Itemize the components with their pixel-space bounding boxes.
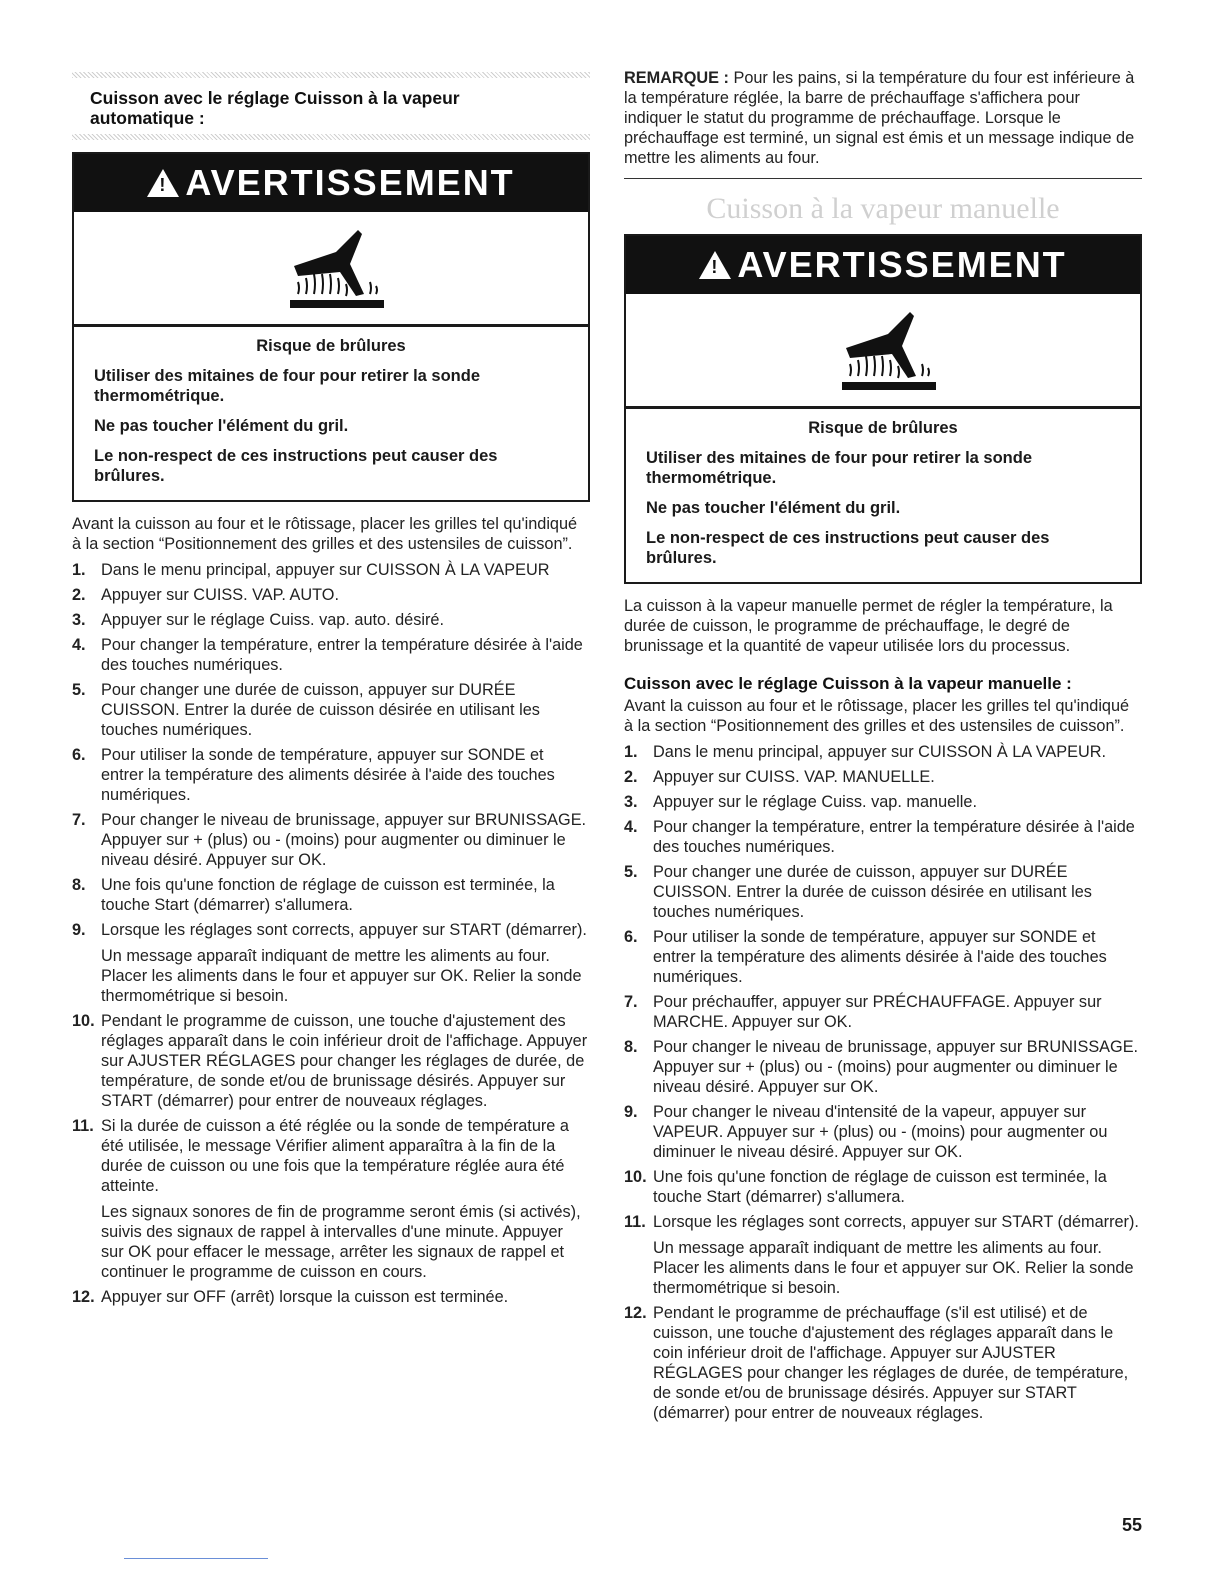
step-number: 12. xyxy=(624,1304,647,1322)
left-warning-risk: Risque de brûlures xyxy=(256,337,406,355)
step-text: Lorsque les réglages sont corrects, appuyer sur START (démarrer). xyxy=(653,1213,1139,1231)
right-section-heading: Cuisson avec le réglage Cuisson à la vapeur manuelle : xyxy=(624,674,1072,693)
step-text: Pour changer le niveau de brunissage, appuyer sur BRUNISSAGE. Appuyer sur + (plus) ou - (moins) pour augmenter ou diminuer le niveau désiré. Appuyer sur OK. xyxy=(101,811,587,869)
step-number: 12. xyxy=(72,1288,95,1306)
step-number: 5. xyxy=(624,863,638,881)
step-item xyxy=(72,635,590,675)
step-item xyxy=(72,1287,590,1307)
page-number: 55 xyxy=(1121,1515,1142,1535)
remark-label: REMARQUE : xyxy=(624,69,729,87)
step-item xyxy=(72,680,590,740)
left-warning-banner xyxy=(74,154,588,212)
step-number: 10. xyxy=(624,1168,647,1186)
right-remark xyxy=(624,68,1142,168)
step-number: 6. xyxy=(624,928,638,946)
right-separator xyxy=(624,178,1142,179)
left-section-heading: Cuisson avec le réglage Cuisson à la vapeur automatique : xyxy=(90,88,460,128)
step-number: 8. xyxy=(624,1038,638,1056)
step-item xyxy=(624,862,1142,922)
step-number: 9. xyxy=(624,1103,638,1121)
right-body xyxy=(624,596,1142,1428)
step-number: 4. xyxy=(72,636,86,654)
step-subtext: Un message apparaît indiquant de mettre les aliments au four. Placer les aliments dans le four et appuyer sur OK. Relier la sonde thermométrique si besoin. xyxy=(653,1239,1134,1297)
left-steps-list xyxy=(72,560,590,1307)
step-item xyxy=(72,585,590,605)
right-warning-line: Le non-respect de ces instructions peut causer des brûlures. xyxy=(646,529,1050,567)
step-item xyxy=(624,1102,1142,1162)
step-item xyxy=(72,610,590,630)
step-text: Pour changer une durée de cuisson, appuyer sur DURÉE CUISSON. Entrer la durée de cuisson désirée en utilisant les touches numériques. xyxy=(101,681,540,739)
manual-section-title: Cuisson à la vapeur manuelle xyxy=(706,192,1060,225)
step-text: Appuyer sur OFF (arrêt) lorsque la cuisson est terminée. xyxy=(101,1288,509,1306)
step-item xyxy=(624,1303,1142,1423)
step-text: Appuyer sur le réglage Cuiss. vap. manuelle. xyxy=(653,793,977,811)
right-warning-text xyxy=(646,418,1120,578)
step-item xyxy=(624,792,1142,812)
step-item xyxy=(72,1116,590,1282)
step-item xyxy=(624,927,1142,987)
left-warning-text xyxy=(94,336,568,496)
step-text: Pour changer une durée de cuisson, appuyer sur DURÉE CUISSON. Entrer la durée de cuisson désirée en utilisant les touches numériques. xyxy=(653,863,1092,921)
step-number: 1. xyxy=(624,743,638,761)
step-text: Pour changer la température, entrer la température désirée à l'aide des touches numériques. xyxy=(653,818,1135,856)
step-item xyxy=(624,1167,1142,1207)
step-number: 6. xyxy=(72,746,86,764)
step-text: Dans le menu principal, appuyer sur CUISSON À LA VAPEUR. xyxy=(653,743,1107,761)
left-warning-line: Utiliser des mitaines de four pour retirer la sonde thermométrique. xyxy=(94,367,481,405)
step-number: 3. xyxy=(624,793,638,811)
step-text: Appuyer sur CUISS. VAP. AUTO. xyxy=(101,586,339,604)
right-warning-line: Utiliser des mitaines de four pour retirer la sonde thermométrique. xyxy=(646,449,1033,487)
step-text: Une fois qu'une fonction de réglage de cuisson est terminée, la touche Start (démarrer) s'allumera. xyxy=(653,1168,1107,1206)
step-text: Pendant le programme de cuisson, une touche d'ajustement des réglages apparaît dans le coin inférieur droit de l'affichage. Appuyer sur AJUSTER RÉGLAGES pour changer les réglages de durée, de température, de sonde et/ou de brunissage désirés. Appuyer sur START (démarrer) pour entrer de nouveaux réglages. xyxy=(101,1012,588,1110)
step-item xyxy=(72,920,590,1006)
left-top-rule xyxy=(72,72,590,78)
hot-surface-hand-icon xyxy=(276,224,386,314)
step-item xyxy=(624,817,1142,857)
footer-line xyxy=(124,1558,268,1559)
right-intro2: Avant la cuisson au four et le rôtissage, placer les grilles tel qu'indiqué à la section “Positionnement des grilles et des ustensiles de cuisson”. xyxy=(624,697,1130,735)
step-item xyxy=(624,742,1142,762)
step-text: Pour changer la température, entrer la température désirée à l'aide des touches numériques. xyxy=(101,636,583,674)
left-body xyxy=(72,514,590,1312)
step-number: 1. xyxy=(72,561,86,579)
left-warning-title: AVERTISSEMENT xyxy=(185,162,515,203)
step-number: 7. xyxy=(72,811,86,829)
step-text: Pour changer le niveau d'intensité de la vapeur, appuyer sur VAPEUR. Appuyer sur + (plus) ou - (moins) pour augmenter ou diminuer le niveau désiré. Appuyer sur OK. xyxy=(653,1103,1108,1161)
step-number: 2. xyxy=(72,586,86,604)
step-number: 9. xyxy=(72,921,86,939)
step-text: Pour préchauffer, appuyer sur PRÉCHAUFFAGE. Appuyer sur MARCHE. Appuyer sur OK. xyxy=(653,993,1102,1031)
step-item xyxy=(624,1212,1142,1298)
left-intro: Avant la cuisson au four et le rôtissage, placer les grilles tel qu'indiqué à la section “Positionnement des grilles et des ustensiles de cuisson”. xyxy=(72,515,578,553)
step-number: 10. xyxy=(72,1012,95,1030)
step-number: 8. xyxy=(72,876,86,894)
step-text: Une fois qu'une fonction de réglage de cuisson est terminée, la touche Start (démarrer) s'allumera. xyxy=(101,876,555,914)
right-warning-icon-area xyxy=(626,294,1140,409)
left-warning-line: Le non-respect de ces instructions peut causer des brûlures. xyxy=(94,447,498,485)
warning-triangle-icon xyxy=(147,169,179,197)
step-text: Pour utiliser la sonde de température, appuyer sur SONDE et entrer la température des aliments désirée à l'aide des touches numériques. xyxy=(653,928,1107,986)
step-text: Pour utiliser la sonde de température, appuyer sur SONDE et entrer la température des aliments désirée à l'aide des touches numériques. xyxy=(101,746,555,804)
left-warning-line: Ne pas toucher l'élément du gril. xyxy=(94,417,349,435)
step-item xyxy=(72,875,590,915)
step-item xyxy=(624,767,1142,787)
right-warning-box xyxy=(624,234,1142,584)
right-intro: La cuisson à la vapeur manuelle permet de régler la température, la durée de cuisson, le programme de préchauffage, le degré de brunissage et la quantité de vapeur utilisée lors du processus. xyxy=(624,597,1113,655)
step-item xyxy=(72,745,590,805)
step-item xyxy=(72,560,590,580)
step-subtext: Les signaux sonores de fin de programme seront émis (si activés), suivis des signaux de rappel à intervalles d'une minute. Appuyer sur OK pour effacer le message, arrêter les signaux de rappel et continuer le programme de cuisson en cours. xyxy=(101,1203,581,1281)
step-number: 4. xyxy=(624,818,638,836)
step-number: 2. xyxy=(624,768,638,786)
step-text: Lorsque les réglages sont corrects, appuyer sur START (démarrer). xyxy=(101,921,587,939)
right-warning-line: Ne pas toucher l'élément du gril. xyxy=(646,499,901,517)
step-number: 11. xyxy=(72,1117,94,1135)
step-text: Dans le menu principal, appuyer sur CUISSON À LA VAPEUR xyxy=(101,561,550,579)
step-item xyxy=(72,1011,590,1111)
step-text: Si la durée de cuisson a été réglée ou la sonde de température a été utilisée, le message Vérifier aliment apparaîtra à la fin de la durée de cuisson ou une fois que la température réglée aura été atteinte. xyxy=(101,1117,569,1195)
left-heading-rule xyxy=(72,134,590,140)
left-warning-box xyxy=(72,152,590,502)
step-text: Appuyer sur le réglage Cuiss. vap. auto. désiré. xyxy=(101,611,444,629)
right-warning-risk: Risque de brûlures xyxy=(808,419,958,437)
step-text: Appuyer sur CUISS. VAP. MANUELLE. xyxy=(653,768,935,786)
remark-text: Pour les pains, si la température du four est inférieure à la température réglée, la barre de préchauffage s'affichera pour indiquer le statut du programme de préchauffage. Lorsque le préchauffage est terminé, un signal est émis et un message indique de mettre les aliments au four. xyxy=(624,69,1135,167)
step-subtext: Un message apparaît indiquant de mettre les aliments au four. Placer les aliments dans le four et appuyer sur OK. Relier la sonde thermométrique si besoin. xyxy=(101,947,582,1005)
right-warning-title: AVERTISSEMENT xyxy=(737,244,1067,285)
step-text: Pendant le programme de préchauffage (s'il est utilisé) et de cuisson, une touche d'ajustement des réglages apparaît dans le coin inférieur droit de l'affichage. Appuyer sur AJUSTER RÉGLAGES pour changer les réglages de durée, de température, de sonde et/ou de brunissage désirés. Appuyer sur START (démarrer) pour entrer de nouveaux réglages. xyxy=(653,1304,1129,1422)
step-item xyxy=(72,810,590,870)
left-warning-icon-area xyxy=(74,212,588,327)
step-text: Pour changer le niveau de brunissage, appuyer sur BRUNISSAGE. Appuyer sur + (plus) ou - (moins) pour augmenter ou diminuer le niveau désiré. Appuyer sur OK. xyxy=(653,1038,1139,1096)
right-steps-list xyxy=(624,742,1142,1423)
step-item xyxy=(624,1037,1142,1097)
right-warning-banner xyxy=(626,236,1140,294)
hot-surface-hand-icon xyxy=(828,306,938,396)
step-number: 5. xyxy=(72,681,86,699)
step-item xyxy=(624,992,1142,1032)
warning-triangle-icon xyxy=(699,251,731,279)
step-number: 7. xyxy=(624,993,638,1011)
step-number: 11. xyxy=(624,1213,646,1231)
step-number: 3. xyxy=(72,611,86,629)
